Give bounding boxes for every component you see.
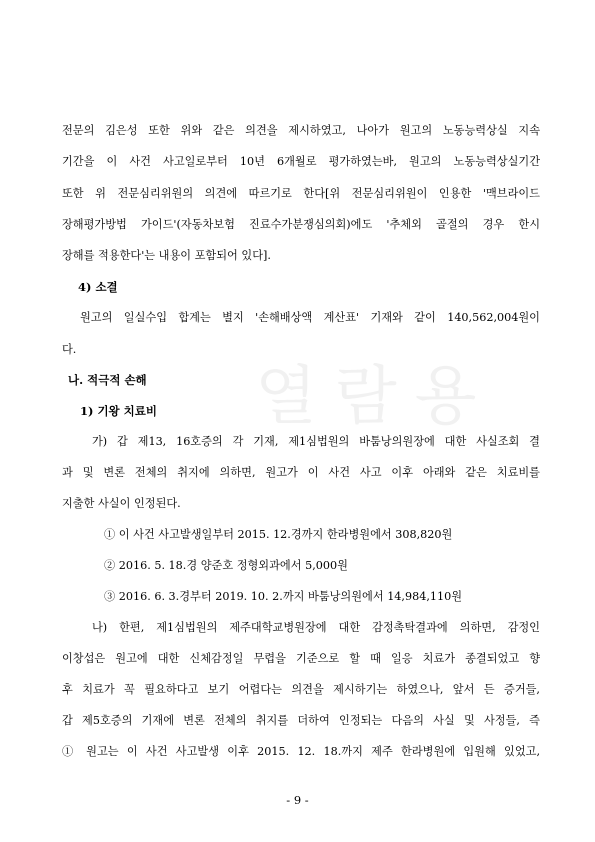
list-item: ① 이 사건 사고발생일부터 2015. 12.경까지 한라병원에서 308,820원: [104, 528, 453, 541]
page-number: - 9 -: [286, 793, 309, 807]
paragraph-line: 원고의 일실수입 합계는 별지 '손해배상액 계산표' 기재와 같이 140,562,004원이: [80, 311, 540, 324]
paragraph-line: ① 원고는 이 사건 사고발생 이후 2015. 12. 18.까지 제주 한라병원에 입원해 있었고,: [62, 745, 540, 758]
paragraph-line: 장해평가방법 가이드'(자동차보험 진료수가분쟁심의회)에도 '추체외 골절의 경우 한시: [62, 218, 540, 231]
paragraph-line: 전문의 김은성 또한 위와 같은 의견을 제시하였고, 나아가 원고의 노동능력상실 지속: [62, 124, 540, 137]
paragraph-line: 장해를 적용한다'는 내용이 포함되어 있다].: [62, 249, 271, 262]
paragraph-line: 이창섭은 원고에 대한 신체감정일 무렵을 기준으로 할 때 일응 치료가 종결되었고 향: [62, 652, 540, 665]
section-heading-positive-damages: 나. 적극적 손해: [68, 373, 147, 387]
paragraph-line: 나) 한편, 제1심법원의 제주대학교병원장에 대한 감정촉탁결과에 의하면, 감정인: [92, 621, 540, 634]
list-item: ② 2016. 5. 18.경 양준호 정형외과에서 5,000원: [104, 559, 348, 572]
paragraph-line: 지출한 사실이 인정된다.: [62, 497, 181, 510]
paragraph-line: 기간을 이 사건 사고일로부터 10년 6개월로 평가하였는바, 원고의 노동능력상실기간: [62, 155, 540, 168]
section-heading-conclusion: 4) 소결: [78, 280, 118, 294]
paragraph-line: 다.: [62, 343, 77, 356]
watermark: 열람용: [255, 360, 495, 434]
paragraph-line: 또한 위 전문심리위원의 의견에 따르기로 한다[위 전문심리위원이 인용한 '맥브라이드: [62, 187, 540, 200]
paragraph-line: 과 및 변론 전체의 취지에 의하면, 원고가 이 사건 사고 이후 아래와 같은 치료비를: [62, 466, 540, 479]
paragraph-line: 후 치료가 꼭 필요하다고 보기 어렵다는 의견을 제시하기는 하였으나, 앞서 든 증거들,: [62, 683, 540, 696]
paragraph-line: 가) 갑 제13, 16호증의 각 기재, 제1심법원의 바툼낭의원장에 대한 사실조회 결: [92, 435, 540, 448]
section-heading-past-medical-expenses: 1) 기왕 치료비: [80, 404, 157, 418]
paragraph-line: 갑 제5호증의 기재에 변론 전체의 취지를 더하여 인정되는 다음의 사실 및 사정들, 즉: [62, 714, 540, 727]
list-item: ③ 2016. 6. 3.경부터 2019. 10. 2.까지 바툼낭의원에서 14,984,110원: [104, 590, 463, 603]
